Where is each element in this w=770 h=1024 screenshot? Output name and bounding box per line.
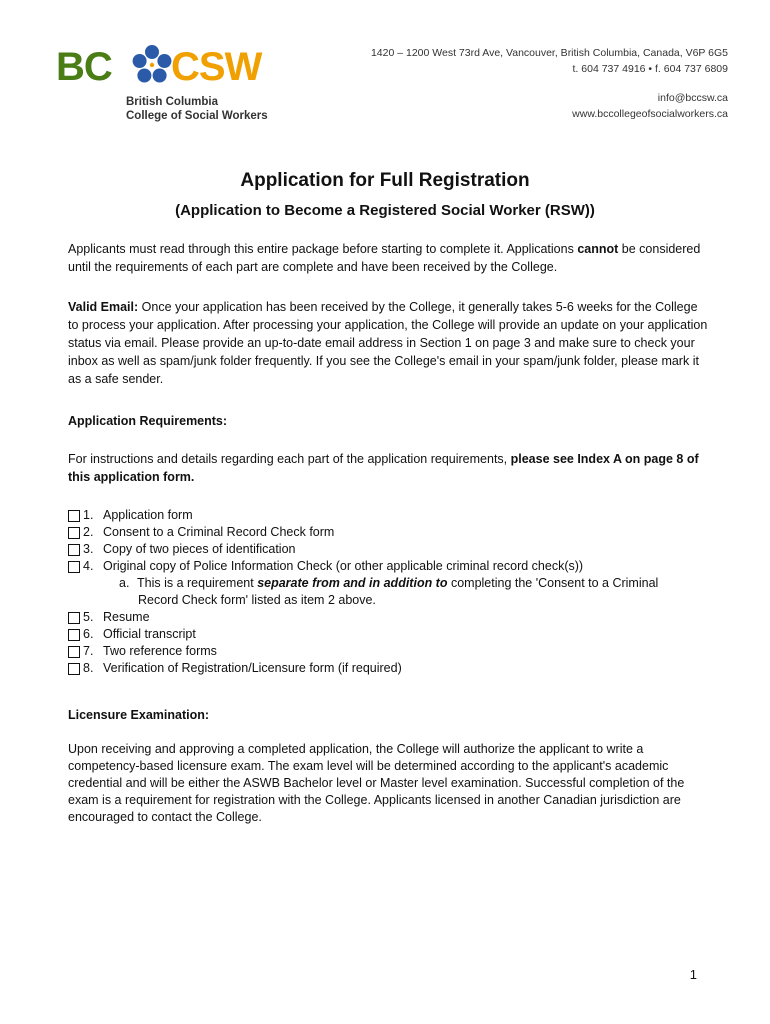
checkbox[interactable] (68, 663, 80, 675)
valid-email-label: Valid Email: (68, 300, 139, 314)
checkbox[interactable] (68, 612, 80, 624)
requirements-checklist (68, 507, 728, 677)
requirements-heading: Application Requirements: (68, 414, 228, 428)
cannot-emphasis: cannot (577, 242, 619, 256)
requirements-instructions: For instructions and details regarding each part of the application requirements, please see Index A on page 8 of this application form. (68, 452, 699, 484)
checklist-item-8: 8. Verification of Registration/Licensure form (if required) (68, 660, 728, 677)
page-title: Application for Full Registration (240, 170, 530, 191)
checkbox[interactable] (68, 510, 80, 522)
checklist-subitem-4a: a. This is a requirement separate from and in addition to completing the 'Consent to a Criminal (119, 576, 659, 590)
forget-me-not-flower-icon (130, 43, 174, 87)
logo-bc-text: BC (56, 45, 112, 89)
checklist-item-1: 1. Application form (68, 507, 728, 524)
checklist-item-7: 7. Two reference forms (68, 643, 728, 660)
checkbox[interactable] (68, 527, 80, 539)
bccsw-logo (56, 40, 306, 126)
checklist-item-2: 2. Consent to a Criminal Record Check form (68, 524, 728, 541)
checkbox[interactable] (68, 544, 80, 556)
index-a-reference: please see Index A on page 8 of this application form. (68, 452, 699, 484)
checkbox[interactable] (68, 561, 80, 573)
logo-subtitle-line2: College of Social Workers (126, 110, 268, 122)
checkbox[interactable] (68, 629, 80, 641)
licensure-paragraph: Upon receiving and approving a completed application, the College will authorize the applicant to write a competency-based licensure exam. The exam level will be determined according to the applicant's academic credential and will be either the ASWB Bachelor level or Master level examination. Successful completion of the exam is a requirement for registration with the College. Applicants licensed in another Canadian jurisdiction are encouraged to contact the College. (68, 742, 685, 824)
logo-csw-text: CSW (171, 45, 262, 89)
licensure-heading: Licensure Examination: (68, 708, 210, 722)
page-number: 1 (689, 967, 697, 982)
contact-phone-fax: t. 604 737 4916 • f. 604 737 6809 (572, 62, 728, 75)
logo-subtitle-line1: British Columbia (126, 96, 219, 108)
separate-emphasis: separate from and in addition to (257, 576, 448, 590)
checklist-item-3: 3. Copy of two pieces of identification (68, 541, 728, 558)
checklist-item-4: 4. Original copy of Police Information Check (or other applicable criminal record check(s)) (68, 558, 728, 575)
checklist-item-6: 6. Official transcript (68, 626, 728, 643)
valid-email-paragraph: Valid Email: Once your application has been received by the College, it generally takes 5-6 weeks for the College to process your application. After processing your application, the College will provide an update on your application status via email. Please provide an up-to-date email address in Section 1 on page 3 and make sure to check your inbox as well as spam/junk folder frequently. If you see the College's email in your spam/junk folder, please mark it as a safe sender. (68, 300, 708, 386)
contact-block (371, 46, 728, 122)
contact-email[interactable]: info@bccsw.ca (657, 92, 728, 104)
page-subtitle: (Application to Become a Registered Social Worker (RSW)) (175, 202, 595, 219)
contact-address: 1420 – 1200 West 73rd Ave, Vancouver, British Columbia, Canada, V6P 6G5 (370, 47, 728, 59)
intro-paragraph: Applicants must read through this entire package before starting to complete it. Applications cannot be considered until the requirements of each part are complete and have been received by the College. (68, 242, 701, 274)
contact-website[interactable]: www.bccollegeofsocialworkers.ca (572, 107, 728, 120)
checkbox[interactable] (68, 646, 80, 658)
checklist-item-5: 5. Resume (68, 609, 728, 626)
checklist-subitem-4a-line2: Record Check form' listed as item 2 above. (138, 593, 376, 607)
